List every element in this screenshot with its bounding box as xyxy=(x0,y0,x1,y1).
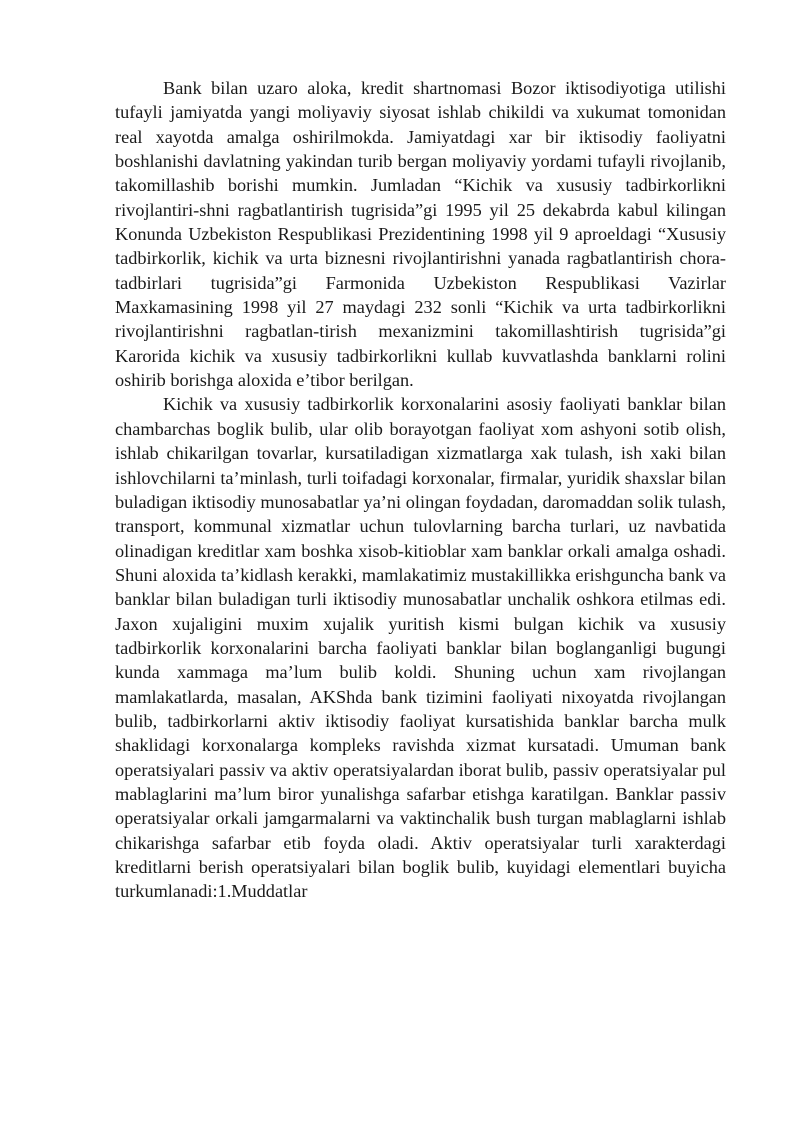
paragraph-2: Kichik va xususiy tadbirkorlik korxonalarini asosiy faoliyati banklar bilan chambarchas boglik bulib, ular olib borayotgan faoliyat xom ashyoni sotib olish, ishlab chikarilgan tovarlar, kursatiladigan xizmatlarga xak tulash, ish xaki bilan ishlovchilarni ta’minlash, turli toifadagi korxonalar, firmalar, yuridik shaxslar bilan buladigan iktisodiy munosabatlar ya’ni olingan foydadan, daromaddan solik tulash, transport, kommunal xizmatlar uchun tulovlarning barcha turlari, uz navbatida olinadigan kreditlar xam boshka xisob-kitioblar xam banklar orkali amalga oshadi. Shuni aloxida ta’kidlash kerakki, mamlakatimiz mustakillikka erishguncha bank va banklar bilan buladigan turli iktisodiy munosabatlar unchalik oshkora etilmas edi. Jaxon xujaligini muxim xujalik yuritish kismi bulgan kichik va xususiy tadbirkorlik korxonalarini barcha faoliyati banklar bilan boglanganligi bugungi kunda xammaga ma’lum bulib koldi. Shuning uchun xam rivojlangan mamlakatlarda, masalan, AKShda bank tizimini faoliyati nixoyatda rivojlangan bulib, tadbirkorlarni aktiv iktisodiy faoliyat kursatishida banklar barcha mulk shaklidagi korxonalarga kompleks ravishda xizmat kursatadi. Umuman bank operatsiyalari passiv va aktiv operatsiyalardan iborat bulib, passiv operatsiyalar pul mablaglarini ma’lum biror yunalishga safarbar etishga karatilgan. Banklar passiv operatsiyalar orkali jamgarmalarni va vaktinchalik bush turgan mablaglarni ishlab chikarishga safarbar etib foyda oladi. Aktiv operatsiyalar turli xarakterdagi kreditlarni berish operatsiyalari bilan boglik bulib, kuyidagi elementlari buyicha turkumlanadi:1.Muddatlar xyxy=(115,394,726,902)
paragraph-1: Bank bilan uzaro aloka, kredit shartnomasi Bozor iktisodiyotiga utilishi tufayli jamiyatda yangi moliyaviy siyosat ishlab chikildi va xukumat tomonidan real xayotda amalga oshirilmokda. Jamiyatdagi xar bir iktisodiy faoliyatni boshlanishi davlatning yakindan turib bergan moliyaviy yordami tufayli rivojlanib, takomillashib borishi mumkin. Jumladan “Kichik va xususiy tadbirkorlikni rivojlantiri-shni ragbatlantirish tugrisida”gi 1995 yil 25 dekabrda kabul kilingan Konunda Uzbekiston Respublikasi Prezidentining 1998 yil 9 aproeldagi “Xususiy tadbirkorlik, kichik va urta biznesni rivojlantirishni yanada ragbatlantirish chora-tadbirlari tugrisida”gi Farmonida Uzbekiston Respublikasi Vazirlar Maxkamasining 1998 yil 27 maydagi 232 sonli “Kichik va urta tadbirkorlikni rivojlantirishni ragbatlan-tirish mexanizmini takomillashtirish tugrisida”gi Karorida kichik va xususiy tadbirkorlikni kullab kuvvatlashda banklarni rolini oshirib borishga aloxida e’tibor berilgan. xyxy=(115,78,726,391)
document-page xyxy=(115,76,726,904)
